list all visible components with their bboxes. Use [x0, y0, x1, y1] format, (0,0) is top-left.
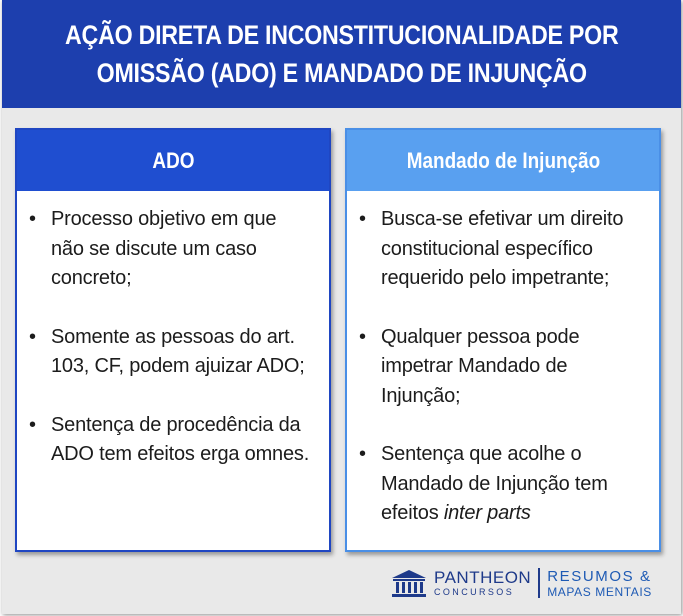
footer-branding	[390, 563, 652, 603]
list-item	[29, 205, 319, 294]
bullet-icon: •	[29, 208, 36, 230]
list-item-text: Somente as pessoas do art. 103, CF, podem ajuizar ADO;	[51, 325, 305, 377]
bullet-icon: •	[29, 413, 36, 436]
divider	[538, 568, 540, 598]
ado-column-title: ADO	[151, 147, 195, 173]
bullet-icon: •	[359, 208, 366, 230]
title-banner	[2, 0, 681, 108]
list-item-text-main: Sentença que acolhe o Mandado de Injunção tem efeitos	[381, 443, 608, 524]
building-columns-icon	[390, 568, 428, 598]
page-title	[65, 16, 618, 92]
list-item-text: Processo objetivo em que não se discute um caso concreto;	[51, 208, 277, 289]
list-item-emphasis: inter parts	[443, 502, 531, 524]
bullet-icon: •	[359, 325, 366, 348]
list-item	[29, 323, 319, 382]
title-line-1: AÇÃO DIRETA DE INCONSTITUCIONALIDADE POR	[64, 20, 619, 50]
ado-column	[15, 128, 331, 552]
brand-subtitle: CONCURSOS	[434, 587, 515, 597]
list-item-text: Sentença de procedência da ADO tem efeitos erga omnes.	[51, 413, 310, 465]
list-item	[359, 323, 649, 412]
brand-name: PANTHEON	[434, 568, 532, 587]
mandado-list	[347, 191, 659, 529]
list-item-text	[381, 440, 649, 529]
list-item	[359, 205, 649, 294]
list-item	[29, 411, 319, 470]
list-item-text: Busca-se efetivar um direito constitucional específico requerido pelo impetrante;	[381, 208, 624, 289]
bullet-icon: •	[29, 325, 36, 348]
ado-list	[17, 191, 329, 470]
mandado-column	[345, 128, 661, 552]
mandado-column-header	[347, 130, 659, 191]
mandado-column-title: Mandado de Injunção	[406, 147, 600, 173]
title-line-2: OMISSÃO (ADO) E MANDADO DE INJUNÇÃO	[96, 58, 587, 88]
list-item-text: Qualquer pessoa pode impetrar Mandado de Injunção;	[381, 325, 580, 407]
ado-column-header	[17, 130, 329, 191]
tagline	[547, 569, 652, 598]
tagline-line-2: MAPAS MENTAIS	[547, 584, 652, 599]
brand-logo	[434, 569, 531, 597]
tagline-line-1: RESUMOS &	[547, 567, 652, 585]
bullet-icon: •	[359, 443, 366, 465]
list-item	[359, 440, 649, 529]
